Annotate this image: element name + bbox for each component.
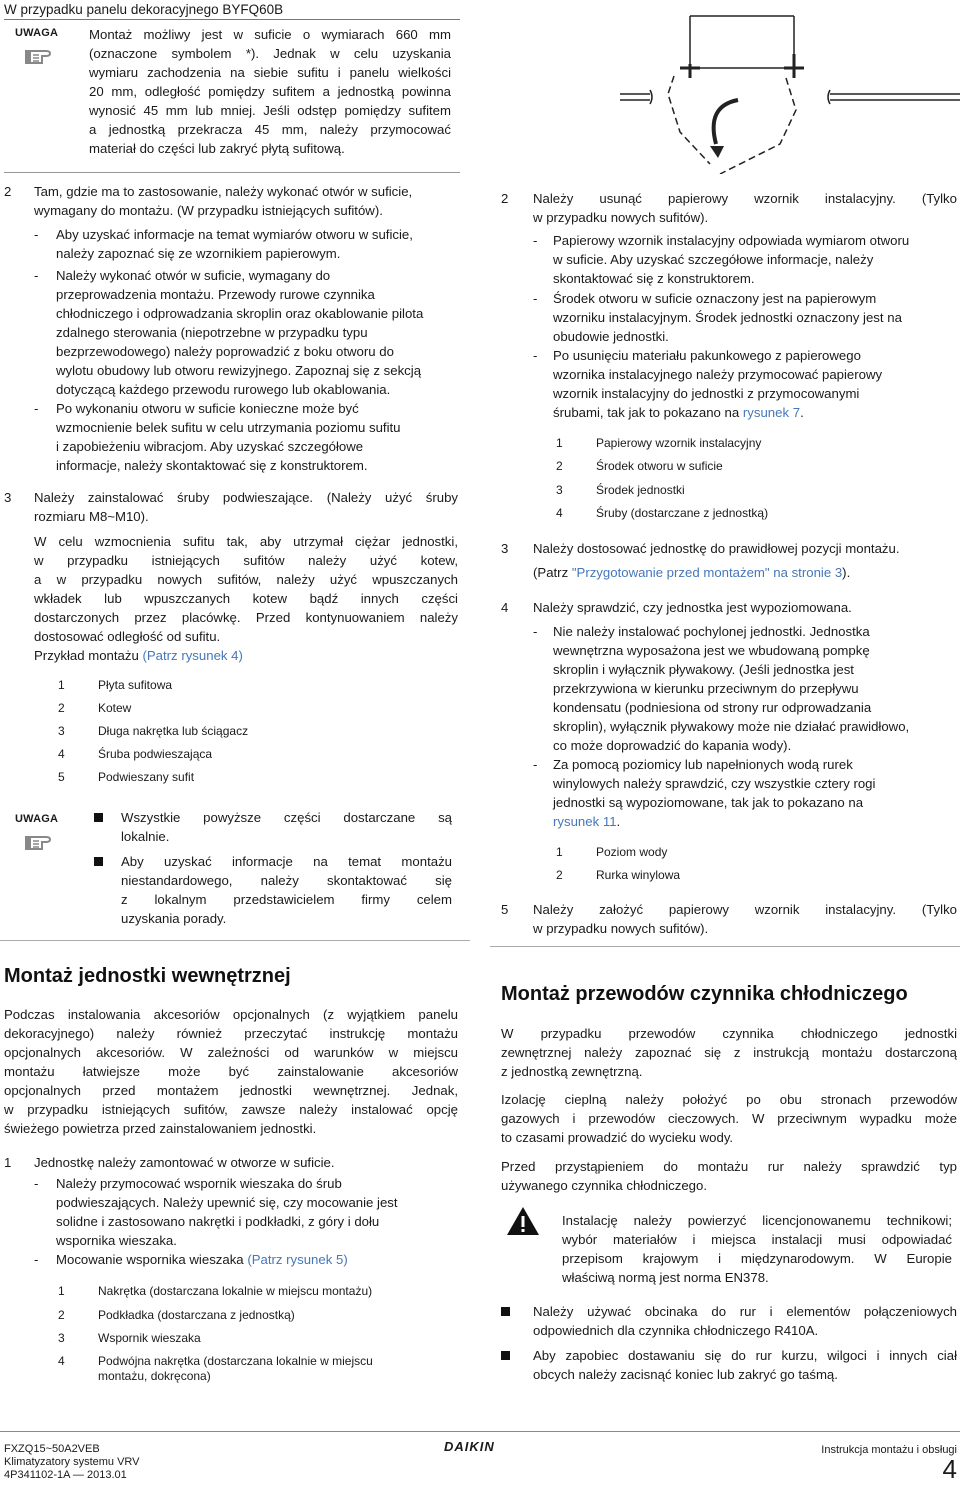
text-line: kondensatu (podniesiona od strony rur odprowadzania [553,700,872,715]
text-line: a jednostką przekracza 45 mm, należy przymocować [89,122,451,137]
note2-item-2 [94,852,452,928]
text-line: W przypadku przewodów czynnika chłodniczego jednostki [501,1026,957,1041]
left-step2-bullet-1 [34,225,454,263]
text-line: Należy zainstalować śruby podwieszające. (Należy użyć śruby [34,490,458,505]
text-line: Należy dostosować jednostkę do prawidłowej pozycji montażu. [533,541,900,556]
text-line: Mocowanie wspornika wieszaka [56,1252,244,1267]
legend-number: 2 [556,459,563,473]
legend-text: Śruba podwieszająca [98,747,213,761]
text-line: Należy usunąć papierowy wzornik instalacyjny. (Tylko [533,191,957,206]
text-line: należy zapoznać się ze wzornikiem papierowym. [56,246,341,261]
indoor-step1-bullet-2 [34,1250,454,1269]
text-line: (oznaczone symbolem *). Jednak w celu uzyskania [89,46,451,61]
text-line: opcjonalnych akcesoriów. W zależności od warunków w miejscu [4,1045,458,1060]
square-bullet-icon [94,813,103,822]
text-line: Środek otworu w suficie oznaczony jest na papierowym [553,291,877,306]
text-line: Należy używać obcinaka do rur i elementów połączeniowych [533,1304,957,1319]
divider [0,940,470,941]
figure-11-link[interactable]: rysunek 11 [553,814,617,829]
text-line: wymiaru zachodzenia na siebie sufitu i panelu wielkości [89,65,451,80]
pointing-hand-icon [24,44,52,71]
legend-text: Podwieszany sufit [98,770,195,784]
legend-text: Długa nakrętka lub ściągacz [98,724,249,738]
text-line: Należy przymocować wspornik wieszaka do śrub [56,1176,342,1191]
text-line: bezprzewodowego) należy poprowadzić z boku otworu do [56,344,394,359]
text-line: świeżego powietrza przed zainstalowaniem jednostki. [4,1121,317,1136]
text-line: W celu wzmocnienia sufitu tak, aby utrzymał ciężar jednostki, [34,534,458,549]
refrigerant-bullet-2 [501,1346,957,1384]
text-line: wewnętrzna wyposażona jest we wbudowaną pompkę [553,643,870,658]
pointing-hand-icon [24,830,52,857]
note-label: UWAGA [15,813,59,825]
example-label: Przykład montażu [34,648,139,663]
dash-marker: - [533,757,538,772]
footer-code: 4P341102-1A — 2013.01 [4,1469,127,1481]
text-line: Tam, gdzie ma to zastosowanie, należy wykonać otwór w suficie, [34,184,413,199]
daikin-logo: DAIKIN [444,1439,495,1454]
dash-marker: - [533,291,538,306]
legend-figure-7 [556,435,936,525]
text-line: Instalację należy powierzyć licencjonowanemu technikowi; [562,1213,952,1228]
text-line: w suficie. Aby uzyskać szczegółowe informacje, należy [553,252,874,267]
indoor-step-1 [4,1153,456,1172]
text-line: dostosować odległość od sufitu. [34,629,221,644]
legend-number: 1 [556,845,563,859]
text-line: wzmocnienie belek sufitu w celu utrzymania poziomu sufitu [56,420,401,435]
right-step-2 [501,189,957,227]
note-label: UWAGA [15,27,59,39]
text-line: solidne i zastosowano nakrętki i podkładki, z góry i dołu [56,1214,380,1229]
refrigerant-bullet-1 [501,1302,957,1340]
text-line: Aby uzyskać informacje na temat montażu [121,854,452,869]
left-step2-bullet-2 [34,266,454,399]
square-bullet-icon [501,1351,510,1360]
step-number: 1 [4,1155,12,1170]
text-line: rozmiaru M8~M10). [34,509,149,524]
legend-text: Środek otworu w suficie [596,459,723,473]
legend-text: Kotew [98,701,132,715]
ceiling-panel-diagram [620,14,960,174]
dash-marker: - [34,1176,39,1191]
text-line: dotyczącą każdego przewodu rurowego lub okablowania. [56,382,391,397]
right-step2-bullet-3: - Po usunięciu materiału pakunkowego z papierowego wzornika instalacyjnego należy przymocować papierowy wzornik instalacyjny do jednostki z przymocowanymi śrubami, tak jak to pokazano na rysunek 7. [533,346,957,422]
text-line: Za pomocą poziomicy lub napełnionych wodą rurek [553,757,853,772]
right-step-5 [501,900,957,938]
text-line: obcych należy zacisnąć koniec lub zakryć go taśmą. [533,1367,838,1382]
left-step-2 [4,182,456,220]
divider [490,946,960,947]
right-step2-bullet-2 [533,289,957,346]
step-number: 4 [501,600,509,615]
text-line: uzyskania porady. [121,911,227,926]
legend-text: Poziom wody [596,845,668,859]
text-line: Nie należy instalować pochylonej jednostki. Jednostka [553,624,870,639]
text-line: podwieszających. Należy upewnić się, czy mocowanie jest [56,1195,398,1210]
footer-right [821,1444,957,1457]
header-title: W przypadku panelu dekoracyjnego BYFQ60B [4,2,284,17]
section-title-indoor-unit: Montaż jednostki wewnętrznej [4,965,291,987]
right-step2-bullet-1 [533,231,957,288]
text-line: wynosić 45 mm lub mniej. Jeśli odstęp pomiędzy sufitem [89,103,451,118]
warning-triangle-icon [506,1206,540,1241]
legend-number: 3 [58,724,65,738]
right-step-4 [501,598,957,617]
legend-text: Podkładka (dostarczana z jednostką) [98,1308,295,1322]
step-number: 2 [501,191,509,206]
text-line: przeprowadzenia montażu. Przewody rurowe czynnika [56,287,375,302]
divider [4,172,460,173]
text-line: Po wykonaniu otworu w suficie konieczne może być [56,401,359,416]
dash-marker: - [34,227,39,242]
legend-text: Rurka winylowa [596,868,681,882]
text-line: wspornika wieszaka. [56,1233,177,1248]
dash-marker: - [533,233,538,248]
section-reference-link[interactable]: "Przygotowanie przed montażem" na stronie 3 [571,565,843,580]
legend-number: 3 [58,1331,65,1345]
right-step4-bullet-1 [533,622,957,755]
left-step-3 [4,488,458,526]
legend-number: 4 [58,747,65,761]
text-line: skontaktować się z konstruktorem. [553,271,755,286]
legend-number: 1 [58,678,65,692]
text-line: wzorniku instalacyjnym. Środek jednostki oznaczony jest na [553,310,902,325]
left-step2-bullet-3 [34,399,454,475]
step-number: 5 [501,902,509,917]
legend-number: 1 [556,436,563,450]
text-line: właściwą normą jest norma EN378. [562,1270,769,1285]
footer-system: Klimatyzatory systemu VRV [4,1456,140,1468]
text-line: winylowych należy sprawdzić, czy wszystkie cztery rogi [553,776,876,791]
text-line: montażu łatwiejsze może być zainstalowanie akcesoriów [4,1064,458,1079]
text-line: Montaż możliwy jest w suficie o wymiarach 660 mm [89,27,451,42]
text-line: wymagany do montażu. (W przypadku istniejących sufitów). [34,203,383,218]
square-bullet-icon [94,857,103,866]
section-title-refrigerant-piping: Montaż przewodów czynnika chłodniczego [501,983,908,1005]
refrigerant-paragraph-2 [501,1090,957,1147]
legend-number: 2 [58,1308,65,1322]
text-line: skroplin i wyłącznik pływakowy. (Jeśli jednostka jest [553,662,854,677]
text-line: wylotu obudowy lub otworu rewizyjnego. Zapoznaj się z sekcją [56,363,422,378]
legend-number: 3 [556,483,563,497]
legend-text: Nakrętka (dostarczana lokalnie w miejscu montażu) [98,1284,373,1298]
text-line: Papierowy wzornik instalacyjny odpowiada wymiarom otworu [553,233,910,248]
right-step-3 [501,539,957,558]
text-line: obudowie jednostki. [553,329,669,344]
legend-text: Wspornik wieszaka [98,1331,201,1345]
legend-number: 2 [58,701,65,715]
text-line: lokalnie. [121,829,170,844]
legend-text: Środek jednostki [596,483,685,497]
dash-marker: - [34,401,39,416]
text-line: wzornika instalacyjnego należy przymocować papierowy [553,367,883,382]
text-line: zewnętrznej należy zapoznać się z instrukcją montażu dostarczoną [501,1045,957,1060]
text-line: Podczas instalowania akcesoriów opcjonalnych (z wyjątkiem panelu [4,1007,458,1022]
step-number: 2 [4,184,12,199]
warning-text [562,1211,952,1287]
text-line: wybór materiałów i miejsca instalacji musi odpowiadać [562,1232,952,1247]
text-line: z lokalnym przedstawicielem firmy celem [121,892,452,907]
left-step3-paragraph [34,532,458,665]
text-line: 20 mm, odległość pomiędzy sufitem a jednostką powinna [89,84,451,99]
text-line: Izolację cieplną należy położyć po obu stronach przewodów [501,1092,957,1107]
refrigerant-paragraph-1 [501,1024,957,1081]
step-number: 3 [4,490,12,505]
legend-figure-4 [58,677,438,797]
text-line: Jednostkę należy zamontować w otworze w suficie. [34,1155,335,1170]
step-number: 3 [501,541,509,556]
text-line: skroplin), wyłącznik pływakowy może nie działać prawidłowo, [553,719,910,734]
text-line: odpowiednich dla czynnika chłodniczego R410A. [533,1323,819,1338]
figure-7-link[interactable]: rysunek 7 [742,405,801,420]
text-line: ). [842,565,851,580]
text-line: przekrzywiona w kierunku przeciwnym do przepływu [553,681,859,696]
dash-marker: - [34,268,39,283]
dash-marker: - [533,348,538,363]
text-line: Wszystkie powyższe części dostarczane są [121,810,452,825]
text-line: w przypadku nowych sufitów). [533,921,709,936]
text-line: opcjonalnych przed montażem jednostki wewnętrznej. Jednak, [4,1083,458,1098]
text-line: dekoracyjnego) należy również przeczytać instrukcję montażu [4,1026,458,1041]
legend-text: Płyta sufitowa [98,678,173,692]
text-line: dostarczonych przez placówkę. Przed kontynuowaniem należy [34,610,458,625]
text-line: w przypadku nowych sufitów). [533,210,709,225]
legend-number: 2 [556,868,563,882]
legend-number: 4 [556,506,563,520]
legend-figure-11 [556,844,936,884]
text-line: wkładek lub wpuszczanych kotew bądź innych części [34,591,458,606]
figure-5-link[interactable]: (Patrz rysunek 5) [247,1252,348,1267]
legend-text: montażu, dokręcona) [98,1369,211,1383]
refrigerant-paragraph-3 [501,1157,957,1195]
page-header [4,0,460,20]
text-line: śrubami, tak jak to pokazano na [553,405,740,420]
note1-text [89,25,451,158]
legend-figure-5 [58,1283,438,1393]
text-line: w przypadku istniejących sufitów należy użyć kotew, [34,553,458,568]
dash-marker: - [34,1252,39,1267]
right-step3-reference [533,563,957,582]
text-line: informacje, należy skontaktować się z konstruktorem. [56,458,368,473]
text-line: Należy wykonać otwór w suficie, wymagany do [56,268,331,283]
text-line: wzornik instalacyjny do jednostki z przymocowanymi [553,386,860,401]
text-line: przepisom krajowym i międzynarodowym. W Europie [562,1251,952,1266]
figure-4-link[interactable]: (Patrz rysunek 4) [142,648,243,663]
text-line: Po usunięciu materiału pakunkowego z papierowego [553,348,861,363]
right-step4-bullet-2: - Za pomocą poziomicy lub napełnionych wodą rurek winylowych należy sprawdzić, czy wszystkie cztery rogi jednostki są wypoziomowane, tak jak to pokazano na rysunek 11. [533,755,957,831]
section-paragraph [4,1005,458,1138]
footer-model: FXZQ15~50A2VEB [4,1443,100,1455]
legend-text: Podwójna nakrętka (dostarczana lokalnie w miejscu [98,1354,373,1368]
note2-item-1 [94,808,452,846]
text-line: gazowych i przewodów cieczowych. W przeciwnym wypadku może [501,1111,957,1126]
legend-text: Śruby (dostarczane z jednostką) [596,506,769,520]
legend-number: 5 [58,770,65,784]
text-line: używanego czynnika chłodniczego. [501,1178,707,1193]
text-line: w przypadku istniejących sufitów, zawsze należy instalować opcję [4,1102,458,1117]
text-line: chłodniczego i odprowadzania skroplin oraz okablowanie pilota [56,306,424,321]
text-line: Należy sprawdzić, czy jednostka jest wypoziomowana. [533,600,852,615]
text-line: co może doprowadzić do kapania wody). [553,738,792,753]
legend-text: Papierowy wzornik instalacyjny [596,436,762,450]
page-number: 4 [942,1454,957,1484]
legend-number: 4 [58,1354,65,1368]
footer-divider [0,1431,960,1432]
text-line: (Patrz [533,565,569,580]
text-line: z jednostką zewnętrzną. [501,1064,643,1079]
text-line: jednostki są wypoziomowane, tak jak to pokazano na [553,795,864,810]
footer-doc-title: Instrukcja montażu i obsługi [821,1444,957,1456]
text-line: i zapobieżeniu wibracjom. Aby uzyskać szczegółowe [56,439,364,454]
text-line: zdalnego sterowania (niepotrzebne w przypadku typu [56,325,368,340]
legend-number: 1 [58,1284,65,1298]
text-line: a w przypadku nowych sufitów, należy użyć wpuszczanych [34,572,458,587]
dash-marker: - [533,624,538,639]
text-line: niestandardowego, należy skontaktować się [121,873,452,888]
footer-left [4,1443,140,1482]
indoor-step1-bullet-1 [34,1174,454,1250]
text-line: materiał do części lub zakryć płytą sufitową. [89,141,345,156]
square-bullet-icon [501,1307,510,1316]
text-line: to czasami prowadzić do wycieku wody. [501,1130,734,1145]
text-line: Aby zapobiec dostawaniu się do rur kurzu, wilgoci i innych ciał [533,1348,957,1363]
text-line: Należy założyć papierowy wzornik instalacyjny. (Tylko [533,902,957,917]
text-line: Aby uzyskać informacje na temat wymiarów otworu w suficie, [56,227,413,242]
text-line: Przed przystąpieniem do montażu rur należy sprawdzić typ [501,1159,957,1174]
